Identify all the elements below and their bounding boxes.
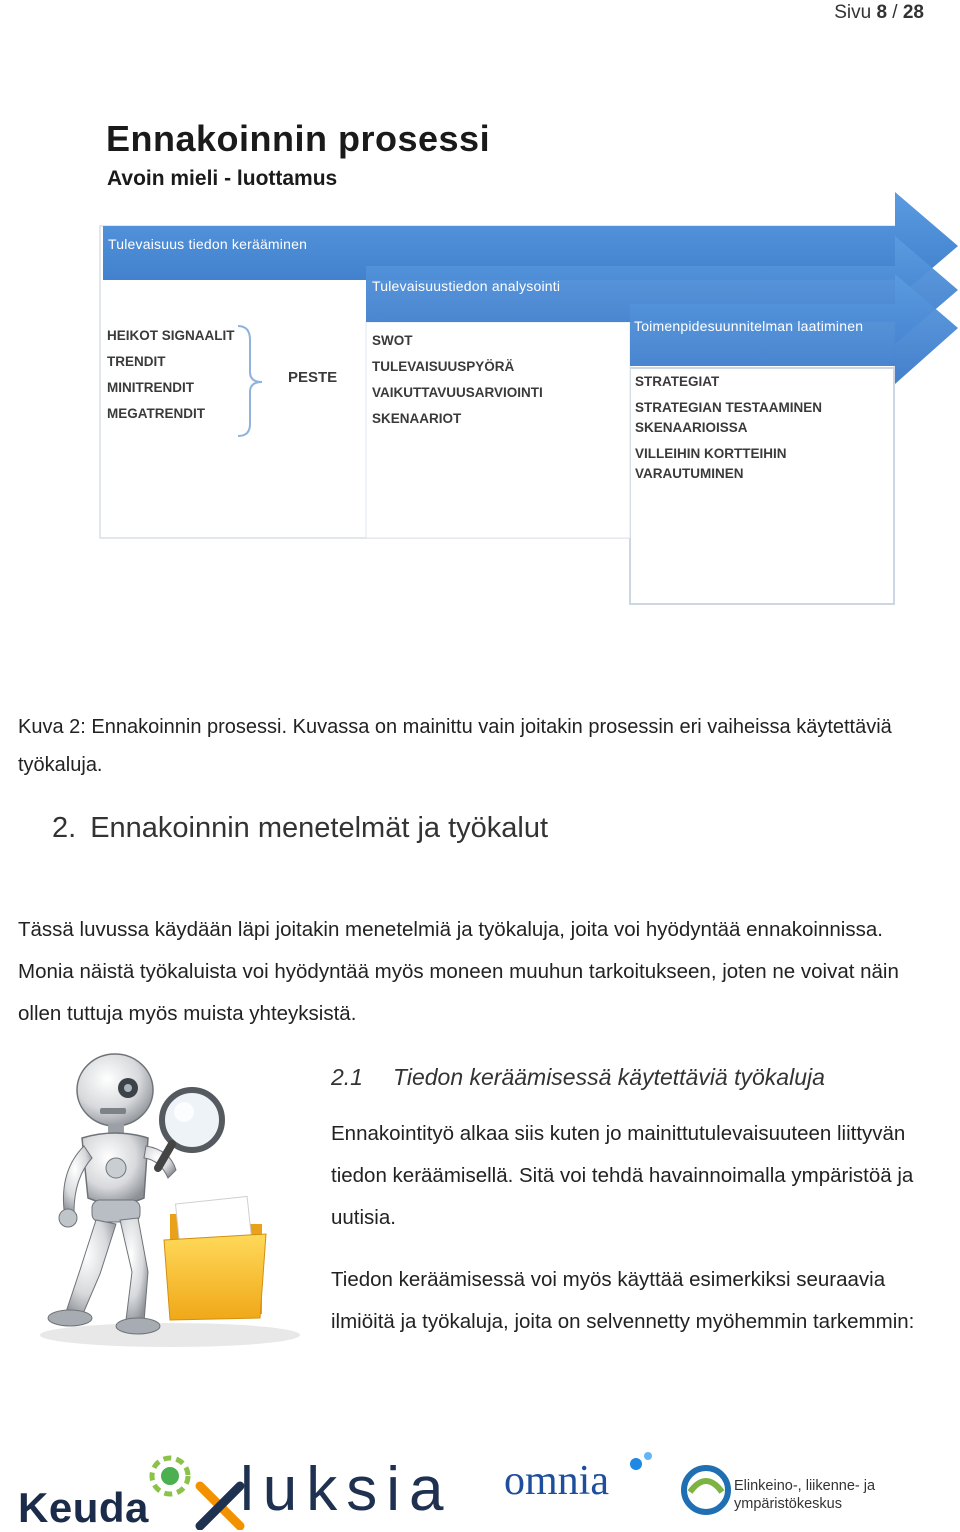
keuda-logo-icon (152, 1458, 188, 1494)
tool-item: VAIKUTTAVUUSARVIOINTI (372, 385, 543, 400)
tool-item: MINITRENDIT (107, 380, 194, 395)
tool-item: MEGATRENDIT (107, 406, 205, 421)
tool-item: VARAUTUMINEN (635, 466, 744, 481)
omnia-logo-text: omnia (504, 1458, 609, 1504)
luksia-logo-text: luksia (240, 1455, 453, 1524)
tool-item: SKENAARIOT (372, 411, 462, 426)
intro-paragraph: Tässä luvussa käydään läpi joitakin menetelmiä ja työkaluja, joita voi hyödyntää ennakoinnissa. Monia näistä työkaluista voi hyödyntää myös moneen muuhun tarkoitukseen, joten ne voivat näin ollen tuttuja myös muista yhteyksistä. (18, 918, 899, 1025)
luksia-logo-icon (200, 1486, 240, 1526)
tool-item: HEIKOT SIGNAALIT (107, 328, 235, 343)
tool-item: TRENDIT (107, 354, 166, 369)
page-current: 8 (876, 2, 888, 23)
ely-logo-text (734, 1477, 875, 1513)
ely-line-1: Elinkeino-, liikenne- ja (734, 1478, 876, 1494)
subsection-number: 2.1 (331, 1064, 363, 1090)
section-heading (52, 812, 548, 845)
ely-line-2: ympäristökeskus (734, 1496, 842, 1512)
robot-magnifier-icon (20, 1050, 310, 1350)
keuda-logo-text: Keuda (18, 1484, 149, 1531)
page-separator: / (892, 2, 898, 23)
subsection-paragraph: Tiedon keräämisessä voi myös käyttää esimerkiksi seuraavia ilmiöitä ja työkaluja, joita on selvennetty myöhemmin tarkemmin: (331, 1268, 915, 1333)
page-total: 28 (902, 2, 924, 23)
tool-item: STRATEGIAN TESTAAMINEN (635, 400, 822, 415)
tool-item: TULEVAISUUSPYÖRÄ (372, 359, 515, 374)
subsection-title: Tiedon keräämisessä käytettäviä työkaluja (392, 1064, 825, 1090)
figure-title: Ennakoinnin prosessi (106, 118, 491, 159)
stage2-label: Tulevaisuustiedon analysointi (372, 278, 561, 294)
robot-illustration (20, 1050, 310, 1350)
ely-logo-icon (684, 1468, 728, 1512)
omnia-logo-icon (630, 1452, 652, 1470)
process-figure (0, 0, 960, 640)
subsection-paragraph: Ennakointityö alkaa siis kuten jo mainittutulevaisuuteen liittyvän tiedon keräämisellä. Sitä voi tehdä havainnoimalla ympäristöä ja uutisia. (331, 1122, 914, 1229)
stage3-tools (635, 372, 822, 484)
tool-item: SKENAARIOISSA (635, 420, 748, 435)
tool-item: VILLEIHIN KORTTEIHIN (635, 446, 787, 461)
section-title: Ennakoinnin menetelmät ja työkalut (90, 812, 549, 844)
page-prefix: Sivu (834, 2, 872, 23)
peste-label: PESTE (288, 369, 338, 386)
stage1-label: Tulevaisuus tiedon kerääminen (108, 236, 308, 252)
stage3-label: Toimenpidesuunnitelman laatiminen (634, 318, 864, 334)
stage2-tools (372, 328, 543, 432)
subsection-heading (331, 1064, 825, 1091)
figure-caption: Kuva 2: Ennakoinnin prosessi. Kuvassa on mainittu vain joitakin prosessin eri vaiheissa käytettäviä työkaluja. (18, 716, 892, 776)
tool-item: STRATEGIAT (635, 374, 720, 389)
figure-subtitle: Avoin mieli - luottamus (107, 167, 338, 190)
stage1-tools (107, 323, 235, 427)
section-number: 2. (52, 812, 77, 844)
tool-item: SWOT (372, 333, 413, 348)
